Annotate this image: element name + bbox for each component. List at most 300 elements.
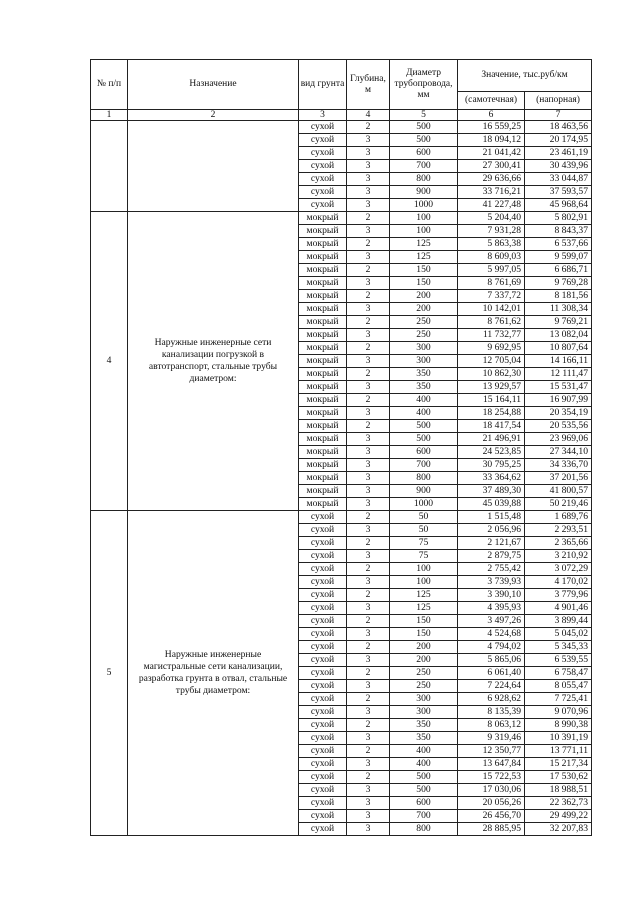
diameter-cell: 75 (390, 537, 458, 550)
diameter-cell: 100 (390, 563, 458, 576)
pressure-value-cell: 20 535,56 (525, 420, 592, 433)
diameter-cell: 700 (390, 160, 458, 173)
diameter-cell: 125 (390, 238, 458, 251)
pressure-value-cell: 22 362,73 (525, 797, 592, 810)
diameter-cell: 350 (390, 368, 458, 381)
soil-cell: сухой (299, 745, 347, 758)
table-row (91, 212, 592, 225)
gravity-value-cell: 24 523,85 (458, 446, 525, 459)
diameter-cell: 200 (390, 654, 458, 667)
diameter-cell: 100 (390, 576, 458, 589)
soil-cell: сухой (299, 576, 347, 589)
depth-cell: 2 (347, 368, 390, 381)
pressure-value-cell: 18 988,51 (525, 784, 592, 797)
diameter-cell: 300 (390, 342, 458, 355)
gravity-value-cell: 17 030,06 (458, 784, 525, 797)
soil-cell: сухой (299, 121, 347, 134)
diameter-cell: 350 (390, 719, 458, 732)
pressure-value-cell: 6 537,66 (525, 238, 592, 251)
soil-cell: сухой (299, 160, 347, 173)
diameter-cell: 600 (390, 797, 458, 810)
pressure-value-cell: 45 968,64 (525, 199, 592, 212)
gravity-value-cell: 12 350,77 (458, 745, 525, 758)
soil-cell: сухой (299, 173, 347, 186)
depth-cell: 3 (347, 680, 390, 693)
item-number-cell: 4 (91, 212, 128, 511)
depth-cell: 3 (347, 459, 390, 472)
soil-cell: мокрый (299, 394, 347, 407)
diameter-cell: 500 (390, 433, 458, 446)
pressure-value-cell: 10 807,64 (525, 342, 592, 355)
depth-cell: 2 (347, 264, 390, 277)
depth-cell: 2 (347, 316, 390, 329)
depth-cell: 3 (347, 758, 390, 771)
depth-cell: 3 (347, 134, 390, 147)
diameter-cell: 800 (390, 173, 458, 186)
diameter-cell: 900 (390, 485, 458, 498)
diameter-cell: 600 (390, 147, 458, 160)
soil-cell: сухой (299, 589, 347, 602)
soil-cell: мокрый (299, 251, 347, 264)
pressure-value-cell: 9 769,28 (525, 277, 592, 290)
diameter-cell: 800 (390, 823, 458, 836)
gravity-value-cell: 5 204,40 (458, 212, 525, 225)
soil-cell: сухой (299, 667, 347, 680)
soil-cell: сухой (299, 537, 347, 550)
pressure-value-cell: 23 461,19 (525, 147, 592, 160)
soil-cell: мокрый (299, 303, 347, 316)
pressure-value-cell: 29 499,22 (525, 810, 592, 823)
gravity-value-cell: 8 761,62 (458, 316, 525, 329)
diameter-cell: 500 (390, 134, 458, 147)
soil-cell: мокрый (299, 212, 347, 225)
soil-cell: сухой (299, 602, 347, 615)
column-number: 1 (91, 110, 128, 121)
depth-cell: 3 (347, 823, 390, 836)
pressure-value-cell: 6 686,71 (525, 264, 592, 277)
gravity-value-cell: 4 794,02 (458, 641, 525, 654)
depth-cell: 3 (347, 498, 390, 511)
depth-cell: 2 (347, 641, 390, 654)
soil-cell: мокрый (299, 290, 347, 303)
depth-cell: 3 (347, 550, 390, 563)
depth-cell: 3 (347, 173, 390, 186)
pressure-value-cell: 10 391,19 (525, 732, 592, 745)
gravity-value-cell: 21 496,91 (458, 433, 525, 446)
gravity-value-cell: 28 885,95 (458, 823, 525, 836)
pressure-value-cell: 33 044,87 (525, 173, 592, 186)
soil-cell: мокрый (299, 485, 347, 498)
header-pressure: (напорная) (525, 92, 592, 110)
soil-cell: сухой (299, 524, 347, 537)
pressure-value-cell: 8 055,47 (525, 680, 592, 693)
header-no: № п/п (91, 60, 128, 110)
document-page (90, 59, 591, 836)
soil-cell: мокрый (299, 277, 347, 290)
soil-cell: мокрый (299, 329, 347, 342)
diameter-cell: 500 (390, 771, 458, 784)
depth-cell: 3 (347, 810, 390, 823)
pressure-value-cell: 8 181,56 (525, 290, 592, 303)
pressure-value-cell: 7 725,41 (525, 693, 592, 706)
diameter-cell: 900 (390, 186, 458, 199)
diameter-cell: 400 (390, 758, 458, 771)
pressure-value-cell: 16 907,99 (525, 394, 592, 407)
gravity-value-cell: 7 931,28 (458, 225, 525, 238)
item-number-cell: 5 (91, 511, 128, 836)
depth-cell: 2 (347, 667, 390, 680)
pressure-value-cell: 3 899,44 (525, 615, 592, 628)
soil-cell: сухой (299, 719, 347, 732)
gravity-value-cell: 3 390,10 (458, 589, 525, 602)
diameter-cell: 125 (390, 589, 458, 602)
gravity-value-cell: 18 417,54 (458, 420, 525, 433)
gravity-value-cell: 18 254,88 (458, 407, 525, 420)
gravity-value-cell: 10 862,30 (458, 368, 525, 381)
diameter-cell: 1000 (390, 498, 458, 511)
depth-cell: 3 (347, 355, 390, 368)
gravity-value-cell: 6 061,40 (458, 667, 525, 680)
gravity-value-cell: 15 722,53 (458, 771, 525, 784)
depth-cell: 3 (347, 732, 390, 745)
diameter-cell: 250 (390, 667, 458, 680)
diameter-cell: 250 (390, 680, 458, 693)
pressure-value-cell: 15 531,47 (525, 381, 592, 394)
pipeline-cost-table (90, 59, 592, 836)
soil-cell: мокрый (299, 264, 347, 277)
pressure-value-cell: 8 990,38 (525, 719, 592, 732)
diameter-cell: 150 (390, 264, 458, 277)
column-number: 5 (390, 110, 458, 121)
soil-cell: сухой (299, 758, 347, 771)
pressure-value-cell: 50 219,46 (525, 498, 592, 511)
depth-cell: 3 (347, 186, 390, 199)
pressure-value-cell: 2 293,51 (525, 524, 592, 537)
header-soil: вид грунта (299, 60, 347, 110)
pressure-value-cell: 11 308,34 (525, 303, 592, 316)
pressure-value-cell: 9 070,96 (525, 706, 592, 719)
depth-cell: 3 (347, 602, 390, 615)
gravity-value-cell: 7 224,64 (458, 680, 525, 693)
gravity-value-cell: 6 928,62 (458, 693, 525, 706)
diameter-cell: 250 (390, 329, 458, 342)
diameter-cell: 125 (390, 602, 458, 615)
soil-cell: сухой (299, 134, 347, 147)
diameter-cell: 400 (390, 407, 458, 420)
gravity-value-cell: 41 227,48 (458, 199, 525, 212)
column-number: 2 (128, 110, 299, 121)
gravity-value-cell: 37 489,30 (458, 485, 525, 498)
gravity-value-cell: 10 142,01 (458, 303, 525, 316)
gravity-value-cell: 8 761,69 (458, 277, 525, 290)
depth-cell: 2 (347, 771, 390, 784)
pressure-value-cell: 9 769,21 (525, 316, 592, 329)
depth-cell: 3 (347, 472, 390, 485)
pressure-value-cell: 3 779,96 (525, 589, 592, 602)
pressure-value-cell: 37 593,57 (525, 186, 592, 199)
table-row (91, 511, 592, 524)
pressure-value-cell: 5 345,33 (525, 641, 592, 654)
soil-cell: сухой (299, 628, 347, 641)
diameter-cell: 350 (390, 381, 458, 394)
depth-cell: 2 (347, 693, 390, 706)
soil-cell: мокрый (299, 316, 347, 329)
soil-cell: мокрый (299, 225, 347, 238)
gravity-value-cell: 18 094,12 (458, 134, 525, 147)
soil-cell: сухой (299, 706, 347, 719)
soil-cell: сухой (299, 654, 347, 667)
diameter-cell: 400 (390, 745, 458, 758)
diameter-cell: 1000 (390, 199, 458, 212)
depth-cell: 2 (347, 563, 390, 576)
gravity-value-cell: 4 395,93 (458, 602, 525, 615)
diameter-cell: 50 (390, 524, 458, 537)
diameter-cell: 250 (390, 316, 458, 329)
depth-cell: 3 (347, 706, 390, 719)
soil-cell: сухой (299, 784, 347, 797)
depth-cell: 3 (347, 433, 390, 446)
pressure-value-cell: 1 689,76 (525, 511, 592, 524)
gravity-value-cell: 11 732,77 (458, 329, 525, 342)
table-body (91, 121, 592, 836)
pressure-value-cell: 5 802,91 (525, 212, 592, 225)
gravity-value-cell: 33 716,21 (458, 186, 525, 199)
depth-cell: 3 (347, 446, 390, 459)
pressure-value-cell: 15 217,34 (525, 758, 592, 771)
soil-cell: сухой (299, 823, 347, 836)
gravity-value-cell: 5 865,06 (458, 654, 525, 667)
diameter-cell: 500 (390, 121, 458, 134)
gravity-value-cell: 16 559,25 (458, 121, 525, 134)
soil-cell: мокрый (299, 446, 347, 459)
soil-cell: мокрый (299, 472, 347, 485)
gravity-value-cell: 2 879,75 (458, 550, 525, 563)
soil-cell: сухой (299, 615, 347, 628)
gravity-value-cell: 12 705,04 (458, 355, 525, 368)
gravity-value-cell: 30 795,25 (458, 459, 525, 472)
pressure-value-cell: 6 758,47 (525, 667, 592, 680)
pressure-value-cell: 41 800,57 (525, 485, 592, 498)
pressure-value-cell: 20 354,19 (525, 407, 592, 420)
diameter-cell: 800 (390, 472, 458, 485)
diameter-cell: 200 (390, 641, 458, 654)
gravity-value-cell: 8 135,39 (458, 706, 525, 719)
depth-cell: 2 (347, 719, 390, 732)
depth-cell: 2 (347, 290, 390, 303)
depth-cell: 2 (347, 420, 390, 433)
depth-cell: 3 (347, 485, 390, 498)
diameter-cell: 500 (390, 420, 458, 433)
gravity-value-cell: 13 647,84 (458, 758, 525, 771)
soil-cell: мокрый (299, 381, 347, 394)
depth-cell: 2 (347, 615, 390, 628)
column-number: 7 (525, 110, 592, 121)
depth-cell: 3 (347, 160, 390, 173)
depth-cell: 2 (347, 537, 390, 550)
header-gravity: (самотечная) (458, 92, 525, 110)
header-diameter: Диаметр трубопровода, мм (390, 60, 458, 110)
gravity-value-cell: 9 319,46 (458, 732, 525, 745)
diameter-cell: 600 (390, 446, 458, 459)
diameter-cell: 150 (390, 277, 458, 290)
pressure-value-cell: 37 201,56 (525, 472, 592, 485)
gravity-value-cell: 13 929,57 (458, 381, 525, 394)
diameter-cell: 500 (390, 784, 458, 797)
soil-cell: мокрый (299, 433, 347, 446)
diameter-cell: 50 (390, 511, 458, 524)
soil-cell: сухой (299, 186, 347, 199)
pressure-value-cell: 6 539,55 (525, 654, 592, 667)
gravity-value-cell: 29 636,66 (458, 173, 525, 186)
soil-cell: сухой (299, 732, 347, 745)
pressure-value-cell: 18 463,56 (525, 121, 592, 134)
depth-cell: 3 (347, 329, 390, 342)
pressure-value-cell: 8 843,37 (525, 225, 592, 238)
diameter-cell: 700 (390, 810, 458, 823)
diameter-cell: 350 (390, 732, 458, 745)
gravity-value-cell: 9 692,95 (458, 342, 525, 355)
pressure-value-cell: 5 045,02 (525, 628, 592, 641)
gravity-value-cell: 4 524,68 (458, 628, 525, 641)
diameter-cell: 200 (390, 290, 458, 303)
pressure-value-cell: 9 599,07 (525, 251, 592, 264)
soil-cell: мокрый (299, 342, 347, 355)
soil-cell: мокрый (299, 368, 347, 381)
depth-cell: 2 (347, 745, 390, 758)
depth-cell: 3 (347, 199, 390, 212)
header-value: Значение, тыс.руб/км (458, 60, 592, 92)
depth-cell: 2 (347, 121, 390, 134)
depth-cell: 3 (347, 225, 390, 238)
gravity-value-cell: 8 609,03 (458, 251, 525, 264)
pressure-value-cell: 17 530,62 (525, 771, 592, 784)
gravity-value-cell: 15 164,11 (458, 394, 525, 407)
soil-cell: мокрый (299, 498, 347, 511)
header-purpose: Назначение (128, 60, 299, 110)
pressure-value-cell: 27 344,10 (525, 446, 592, 459)
pressure-value-cell: 30 439,96 (525, 160, 592, 173)
table-header (91, 60, 592, 121)
soil-cell: мокрый (299, 355, 347, 368)
gravity-value-cell: 5 997,05 (458, 264, 525, 277)
column-numbers-row (91, 110, 592, 121)
diameter-cell: 150 (390, 615, 458, 628)
soil-cell: мокрый (299, 238, 347, 251)
soil-cell: сухой (299, 693, 347, 706)
soil-cell: мокрый (299, 407, 347, 420)
depth-cell: 2 (347, 212, 390, 225)
pressure-value-cell: 23 969,06 (525, 433, 592, 446)
diameter-cell: 100 (390, 225, 458, 238)
purpose-cell: Наружные инженерные магистральные сети канализации, разработка грунта в отвал, стальные трубы диаметром: (128, 511, 299, 836)
pressure-value-cell: 32 207,83 (525, 823, 592, 836)
diameter-cell: 200 (390, 303, 458, 316)
depth-cell: 2 (347, 342, 390, 355)
gravity-value-cell: 26 456,70 (458, 810, 525, 823)
diameter-cell: 100 (390, 212, 458, 225)
gravity-value-cell: 7 337,72 (458, 290, 525, 303)
column-number: 3 (299, 110, 347, 121)
pressure-value-cell: 2 365,66 (525, 537, 592, 550)
gravity-value-cell: 5 863,38 (458, 238, 525, 251)
depth-cell: 2 (347, 589, 390, 602)
pressure-value-cell: 34 336,70 (525, 459, 592, 472)
gravity-value-cell: 3 739,93 (458, 576, 525, 589)
depth-cell: 3 (347, 251, 390, 264)
depth-cell: 3 (347, 576, 390, 589)
depth-cell: 3 (347, 628, 390, 641)
depth-cell: 3 (347, 147, 390, 160)
soil-cell: сухой (299, 680, 347, 693)
depth-cell: 2 (347, 394, 390, 407)
soil-cell: сухой (299, 771, 347, 784)
gravity-value-cell: 27 300,41 (458, 160, 525, 173)
pressure-value-cell: 13 082,04 (525, 329, 592, 342)
depth-cell: 3 (347, 303, 390, 316)
depth-cell: 3 (347, 797, 390, 810)
gravity-value-cell: 20 056,26 (458, 797, 525, 810)
depth-cell: 3 (347, 277, 390, 290)
depth-cell: 2 (347, 511, 390, 524)
diameter-cell: 300 (390, 693, 458, 706)
pressure-value-cell: 3 072,29 (525, 563, 592, 576)
pressure-value-cell: 12 111,47 (525, 368, 592, 381)
soil-cell: мокрый (299, 420, 347, 433)
depth-cell: 3 (347, 381, 390, 394)
gravity-value-cell: 45 039,88 (458, 498, 525, 511)
depth-cell: 3 (347, 784, 390, 797)
soil-cell: сухой (299, 550, 347, 563)
gravity-value-cell: 2 121,67 (458, 537, 525, 550)
depth-cell: 3 (347, 524, 390, 537)
soil-cell: сухой (299, 797, 347, 810)
pressure-value-cell: 20 174,95 (525, 134, 592, 147)
pressure-value-cell: 3 210,92 (525, 550, 592, 563)
gravity-value-cell: 21 041,42 (458, 147, 525, 160)
pressure-value-cell: 14 166,11 (525, 355, 592, 368)
diameter-cell: 300 (390, 706, 458, 719)
pressure-value-cell: 13 771,11 (525, 745, 592, 758)
soil-cell: сухой (299, 563, 347, 576)
gravity-value-cell: 2 056,96 (458, 524, 525, 537)
diameter-cell: 150 (390, 628, 458, 641)
diameter-cell: 75 (390, 550, 458, 563)
diameter-cell: 300 (390, 355, 458, 368)
diameter-cell: 125 (390, 251, 458, 264)
depth-cell: 2 (347, 238, 390, 251)
soil-cell: сухой (299, 199, 347, 212)
table-row (91, 121, 592, 134)
column-number: 6 (458, 110, 525, 121)
diameter-cell: 400 (390, 394, 458, 407)
soil-cell: сухой (299, 147, 347, 160)
diameter-cell: 700 (390, 459, 458, 472)
gravity-value-cell: 33 364,62 (458, 472, 525, 485)
pressure-value-cell: 4 901,46 (525, 602, 592, 615)
soil-cell: сухой (299, 511, 347, 524)
soil-cell: сухой (299, 641, 347, 654)
purpose-cell: Наружные инженерные сети канализации погрузкой в автотранспорт, стальные трубы диаметром: (128, 212, 299, 511)
depth-cell: 3 (347, 407, 390, 420)
purpose-cell (128, 121, 299, 212)
pressure-value-cell: 4 170,02 (525, 576, 592, 589)
gravity-value-cell: 8 063,12 (458, 719, 525, 732)
soil-cell: сухой (299, 810, 347, 823)
header-depth: Глубина, м (347, 60, 390, 110)
gravity-value-cell: 2 755,42 (458, 563, 525, 576)
column-number: 4 (347, 110, 390, 121)
soil-cell: мокрый (299, 459, 347, 472)
